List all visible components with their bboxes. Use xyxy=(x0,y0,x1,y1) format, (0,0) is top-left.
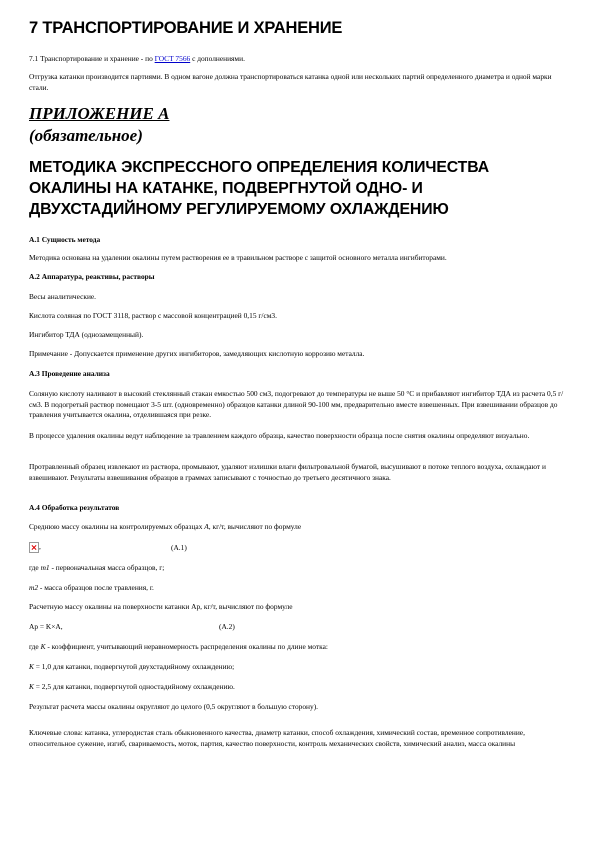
k-value-2 xyxy=(29,682,569,693)
k-definition-var: K xyxy=(40,642,46,651)
appendix-line-1: ПРИЛОЖЕНИЕ А xyxy=(29,104,170,123)
a4-intro-var: A xyxy=(204,522,209,531)
a4-heading: А.4 Обработка результатов xyxy=(29,503,120,512)
k-value-2-var: K xyxy=(29,682,34,691)
a1-text: Методика основана на удалении окалины путем растворения ее в травильном растворе с защитой основного металла ингибиторами. xyxy=(29,253,447,262)
a3-paragraph: Соляную кислоту наливают в высокий стеклянный стакан емкостью 500 см3, подогревают до температуры не выше 50 °С и прибавляют ингибитор ТДА из расчета 0,5 г/см3. В подогретый раствор помещают 3-5 шт. (одновременно) образцов катанки длиной 90-100 мм, предварительно вместе взвешенных. При взвешивании образцов до травления учитывается окалина, отделившаяся при резке. xyxy=(29,389,564,419)
section-7-title: 7 ТРАНСПОРТИРОВАНИЕ И ХРАНЕНИЕ xyxy=(29,19,343,37)
a3-heading: А.3 Проведение анализа xyxy=(29,369,110,378)
appendix-line-2: (обязательное) xyxy=(29,126,143,145)
k-definition-prefix: где xyxy=(29,642,41,651)
formula-a1-row xyxy=(29,542,569,553)
where-m1 xyxy=(29,563,569,574)
a2-item: Ингибитор ТДА (однозамещенный). xyxy=(29,330,144,339)
a3-paragraph: В процессе удаления окалины ведут наблюдение за травлением каждого образца, качество поверхности образца после снятия окалины определяют визуально. xyxy=(29,431,530,440)
formula-a2-row xyxy=(29,622,569,632)
a1-heading: А.1 Сущность метода xyxy=(29,235,101,244)
k-definition-text: - коэффициент, учитывающий неравномерность распределения окалины по длине мотка: xyxy=(45,642,328,651)
where-m2-var: m2 xyxy=(29,583,39,592)
result-text: Результат расчета массы окалины округляют до целого (0,5 округляют в большую сторону). xyxy=(29,702,319,711)
appendix-title: МЕТОДИКА ЭКСПРЕССНОГО ОПРЕДЕЛЕНИЯ КОЛИЧЕСТВА ОКАЛИНЫ НА КАТАНКЕ, ПОДВЕРГНУТОЙ ОДНО- И ДВУХСТАДИЙНОМУ РЕГУЛИРУЕМОМУ ОХЛАЖДЕНИЮ xyxy=(29,159,490,218)
a4-intro-text: Среднюю массу окалины на контролируемых образцах xyxy=(29,522,205,531)
paragraph-7-1-tail: с дополнениями. xyxy=(190,54,245,63)
gost-7566-link[interactable]: ГОСТ 7566 xyxy=(154,54,191,63)
formula-a2-number: (А.2) xyxy=(219,622,235,631)
k-value-1-text: = 1,0 для катанки, подвергнутой двухстадийному охлаждению; xyxy=(33,662,235,671)
where-m1-prefix: где xyxy=(29,563,41,572)
paragraph-7-2: Отгрузка катанки производится партиями. В одном вагоне должна транспортироваться катанка одной или нескольких партий определенного диаметра и одной марки стали. xyxy=(29,72,552,92)
formula-a1-number: (А.1) xyxy=(171,543,187,552)
a2-item: Кислота соляная по ГОСТ 3118, раствор с массовой концентрацией 0,15 г/см3. xyxy=(29,311,277,320)
a2-note: Примечание - Допускается применение других ингибиторов, замедляющих кислотную коррозию металла. xyxy=(29,349,365,358)
a4-intro xyxy=(29,522,569,533)
k-value-1-var: K xyxy=(29,662,34,671)
k-value-2-text: = 2,5 для катанки, подвергнутой одностадийному охлаждению. xyxy=(33,682,235,691)
a2-item: Весы аналитические. xyxy=(29,292,97,301)
where-m2 xyxy=(29,583,569,594)
a3-paragraph: Протравленный образец извлекают из раствора, промывают, удаляют излишки влаги фильтровальной бумагой, высушивают в потоке теплого воздуха, охлаждают и взвешивают. Результаты взвешивания образцов в граммах записывают с точностью до третьего десятичного знака. xyxy=(29,462,546,482)
where-m2-text: - масса образцов после травления, г. xyxy=(38,583,154,592)
k-value-1 xyxy=(29,662,569,673)
paragraph-7-1-text: 7.1 Транспортирование и хранение - по xyxy=(29,54,155,63)
a2-heading: А.2 Аппаратура, реактивы, растворы xyxy=(29,272,155,281)
broken-image-icon xyxy=(29,542,39,553)
calc-text: Расчетную массу окалины на поверхности катанки Ар, кг/т, вычисляют по формуле xyxy=(29,602,293,611)
appendix-heading xyxy=(29,103,169,147)
formula-a1-comma: , xyxy=(39,542,41,552)
where-m1-text: - первоначальная масса образцов, г; xyxy=(49,563,165,572)
paragraph-7-1 xyxy=(29,54,569,65)
a4-intro-tail: , кг/т, вычисляют по формуле xyxy=(208,522,302,531)
keywords: Ключевые слова: катанка, углеродистая сталь обыкновенного качества, диаметр катанки, способ охлаждения, химический состав, временное сопротивление, относительное сужение, изгиб, свариваемость, моток, партия, качество поверхности, контроль механических свойств, химический анализ, масса окалины xyxy=(29,728,525,748)
k-definition xyxy=(29,642,569,653)
where-m1-var: m1 xyxy=(40,563,50,572)
formula-a2: Ар = K×A, xyxy=(29,622,63,631)
